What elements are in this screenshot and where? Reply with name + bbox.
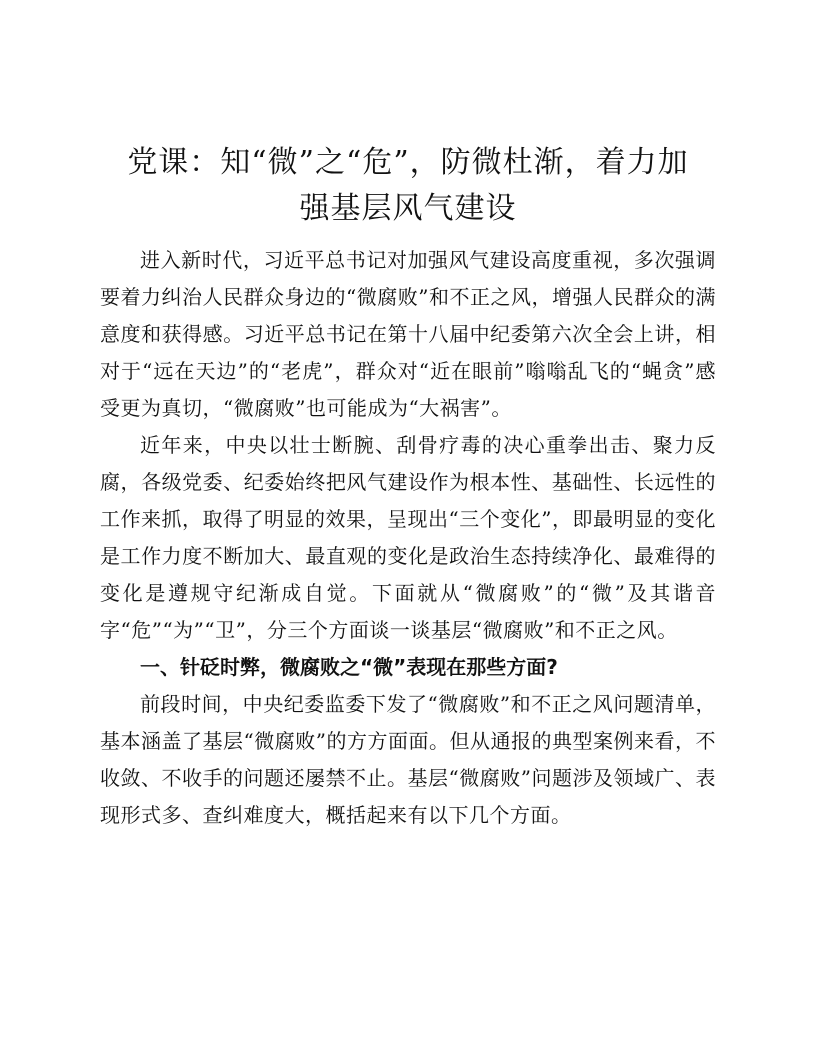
paragraph-section-1: 前段时间，中央纪委监委下发了“微腐败”和不正之风问题清单，基本涵盖了基层“微腐败”的方方面面。但从通报的典型案例来看，不收敛、不收手的问题还屡禁不止。基层“微腐败”问题涉及领域广、表现形式多、查纠难度大，概括起来有以下几个方面。 bbox=[100, 692, 716, 827]
paragraph-background: 近年来，中央以壮士断腕、刮骨疗毒的决心重拳出击、聚力反腐，各级党委、纪委始终把风气建设作为根本性、基础性、长远性的工作来抓，取得了明显的效果，呈现出“三个变化”，即最明显的变化是工作力度不断加大、最直观的变化是政治生态持续净化、最难得的变化是遵规守纪渐成自觉。下面就从“微腐败”的“微”及其谐音字“危”“为”“卫”，分三个方面谈一谈基层“微腐败”和不正之风。 bbox=[100, 433, 716, 642]
title-line-2: 强基层风气建设 bbox=[299, 191, 517, 226]
document-title bbox=[100, 140, 716, 232]
document-body bbox=[100, 242, 716, 834]
section-heading: 一、针砭时弊，微腐败之“微”表现在那些方面? bbox=[140, 655, 558, 679]
title-line-1: 党课：知“微”之“危”，防微杜渐，着力加 bbox=[127, 145, 689, 180]
paragraph-intro: 进入新时代，习近平总书记对加强风气建设高度重视，多次强调要着力纠治人民群众身边的“微腐败”和不正之风，增强人民群众的满意度和获得感。习近平总书记在第十八届中纪委第六次全会上讲，相对于“远在天边”的“老虎”，群众对“近在眼前”嗡嗡乱飞的“蝇贪”感受更为真切，“微腐败”也可能成为“大祸害”。 bbox=[100, 248, 716, 420]
